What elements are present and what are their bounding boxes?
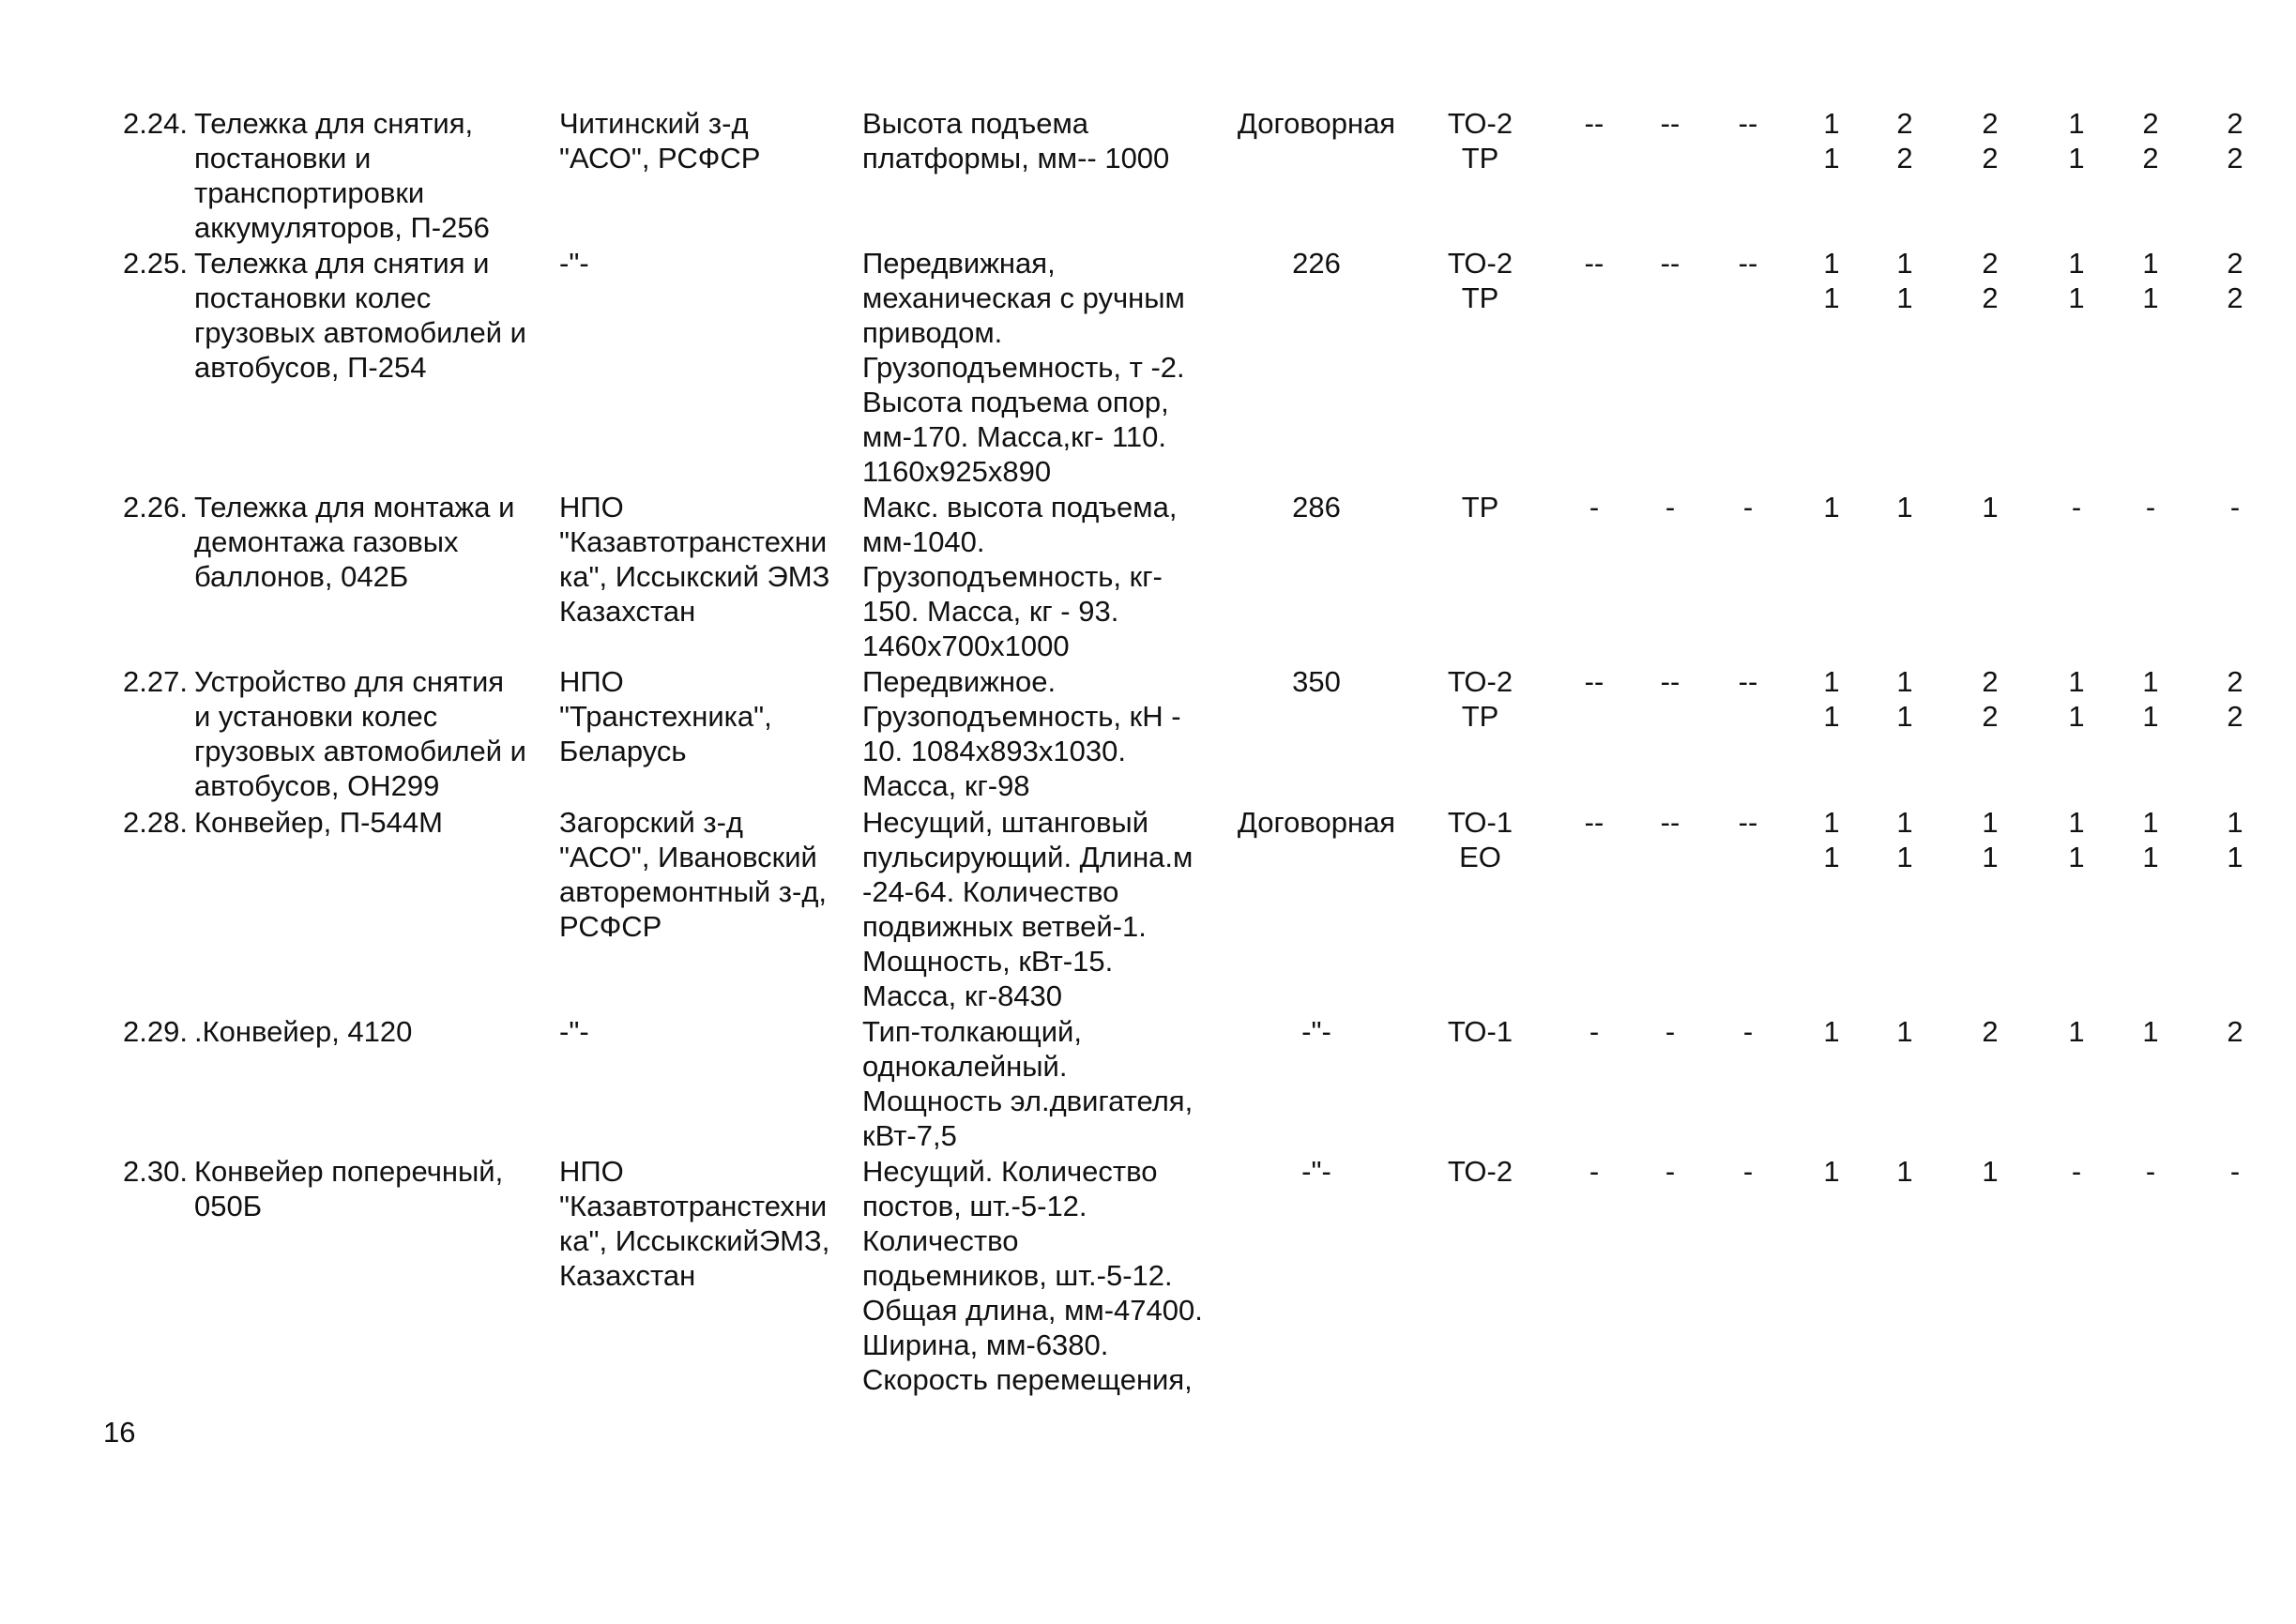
- price: 286: [1292, 491, 1341, 524]
- quantity-cell: --: [1738, 665, 1758, 698]
- quantity-cell: 1 1: [1896, 247, 1913, 314]
- quantity-cell: --: [1660, 107, 1680, 140]
- maintenance-type: ТО-2 ТР: [1447, 665, 1513, 733]
- quantity-cell: -: [1665, 491, 1676, 524]
- equipment-name: Тележка для монтажа и демонтажа газовых баллонов, 042Б: [194, 491, 515, 593]
- quantity-cell: -: [1589, 1015, 1600, 1048]
- row-number: 2.25.: [123, 247, 188, 280]
- quantity-cell: --: [1660, 247, 1680, 280]
- equipment-name: Конвейер поперечный, 050Б: [194, 1155, 504, 1222]
- specification: Передвижное. Грузоподъемность, кН - 10. 1084x893x1030. Масса, кг-98: [862, 665, 1181, 802]
- price: -"-: [1301, 1015, 1331, 1048]
- quantity-cell: 1: [1823, 491, 1840, 524]
- quantity-cell: 2 2: [1982, 107, 1999, 175]
- quantity-cell: 1 1: [2142, 806, 2159, 873]
- quantity-cell: --: [1738, 107, 1758, 140]
- quantity-cell: --: [1738, 247, 1758, 280]
- quantity-cell: 1 1: [1982, 806, 1999, 873]
- price: -"-: [1301, 1155, 1331, 1188]
- equipment-name: Устройство для снятия и установки колес грузовых автомобилей и автобусов, ОН299: [194, 665, 526, 802]
- row-number: 2.24.: [123, 107, 188, 140]
- quantity-cell: -: [2229, 1155, 2241, 1188]
- price: 226: [1292, 247, 1341, 280]
- quantity-cell: --: [1584, 247, 1604, 280]
- quantity-cell: 2 2: [1982, 665, 1999, 733]
- quantity-cell: 1 1: [2068, 806, 2085, 873]
- equipment-name: Тележка для снятия, постановки и транспортировки аккумуляторов, П-256: [194, 107, 490, 244]
- maintenance-type: ТР: [1461, 491, 1499, 524]
- manufacturer: НПО "Транстехника", Беларусь: [559, 665, 772, 767]
- equipment-name: .Конвейер, 4120: [194, 1015, 413, 1048]
- row-number: 2.30.: [123, 1155, 188, 1188]
- quantity-cell: --: [1584, 806, 1604, 839]
- row-number: 2.27.: [123, 665, 188, 698]
- manufacturer: НПО "Казавтотранстехни ка", Иссыкский ЭМЗ Казахстан: [559, 491, 830, 628]
- maintenance-type: ТО-2 ТР: [1447, 107, 1513, 175]
- maintenance-type: ТО-2 ТР: [1447, 247, 1513, 314]
- quantity-cell: --: [1738, 806, 1758, 839]
- quantity-cell: 2 2: [2227, 247, 2243, 314]
- quantity-cell: 1: [1896, 1015, 1913, 1048]
- quantity-cell: 1: [1823, 1155, 1840, 1188]
- quantity-cell: 1: [1823, 1015, 1840, 1048]
- equipment-name: Тележка для снятия и постановки колес грузовых автомобилей и автобусов, П-254: [194, 247, 526, 384]
- quantity-cell: 1 1: [2068, 247, 2085, 314]
- manufacturer: -"-: [559, 247, 589, 280]
- manufacturer: НПО "Казавтотранстехни ка", ИссыкскийЭМЗ, Казахстан: [559, 1155, 830, 1292]
- quantity-cell: 1 1: [1823, 107, 1840, 175]
- quantity-cell: --: [1660, 806, 1680, 839]
- specification: Макс. высота подъема, мм-1040. Грузоподъемность, кг- 150. Масса, кг - 93. 1460x700x1000: [862, 491, 1178, 662]
- quantity-cell: 1 1: [2068, 665, 2085, 733]
- quantity-cell: 1 1: [1896, 806, 1913, 873]
- quantity-cell: 1: [1982, 1155, 1999, 1188]
- specification: Передвижная, механическая с ручным приводом. Грузоподъемность, т -2. Высота подъема опор, мм-170. Масса,кг- 110. 1160x925x890: [862, 247, 1185, 488]
- manufacturer: Загорский з-д "АСО", Ивановский авторемонтный з-д, РСФСР: [559, 806, 828, 943]
- manufacturer: -"-: [559, 1015, 589, 1048]
- quantity-cell: -: [2145, 491, 2156, 524]
- quantity-cell: --: [1584, 665, 1604, 698]
- quantity-cell: -: [1589, 491, 1600, 524]
- maintenance-type: ТО-1: [1447, 1015, 1513, 1048]
- quantity-cell: 2 2: [2227, 107, 2243, 175]
- specification: Тип-толкающий, однокалейный. Мощность эл.двигателя, кВт-7,5: [862, 1015, 1194, 1152]
- quantity-cell: -: [2071, 491, 2082, 524]
- quantity-cell: 1 1: [2142, 665, 2159, 733]
- maintenance-type: ТО-1 ЕО: [1447, 806, 1513, 873]
- row-number: 2.28.: [123, 806, 188, 839]
- quantity-cell: 2 2: [1982, 247, 1999, 314]
- quantity-cell: -: [2145, 1155, 2156, 1188]
- maintenance-type: ТО-2: [1447, 1155, 1513, 1188]
- quantity-cell: 2 2: [1896, 107, 1913, 175]
- quantity-cell: 1: [1896, 1155, 1913, 1188]
- price: Договорная: [1237, 806, 1396, 839]
- manufacturer: Читинский з-д "АСО", РСФСР: [559, 107, 761, 175]
- quantity-cell: 2 2: [2227, 665, 2243, 733]
- quantity-cell: -: [1665, 1015, 1676, 1048]
- quantity-cell: --: [1660, 665, 1680, 698]
- quantity-cell: 1: [2068, 1015, 2085, 1048]
- quantity-cell: 1 1: [1896, 665, 1913, 733]
- row-number: 2.29.: [123, 1015, 188, 1048]
- page-number: 16: [103, 1416, 136, 1449]
- quantity-cell: 1: [1982, 491, 1999, 524]
- quantity-cell: -: [1742, 491, 1754, 524]
- specification: Несущий. Количество постов, шт.-5-12. Количество подьемников, шт.-5-12. Общая длина, мм-47400. Ширина, мм-6380. Скорость перемещения,: [862, 1155, 1203, 1396]
- quantity-cell: 1 1: [1823, 665, 1840, 733]
- quantity-cell: -: [2071, 1155, 2082, 1188]
- price: Договорная: [1237, 107, 1396, 140]
- quantity-cell: 1: [1896, 491, 1913, 524]
- quantity-cell: -: [1665, 1155, 1676, 1188]
- quantity-cell: 1 1: [1823, 247, 1840, 314]
- row-number: 2.26.: [123, 491, 188, 524]
- quantity-cell: -: [1742, 1155, 1754, 1188]
- quantity-cell: 1 1: [2142, 247, 2159, 314]
- specification: Высота подъема платформы, мм-- 1000: [862, 107, 1170, 175]
- quantity-cell: 1 1: [2068, 107, 2085, 175]
- equipment-name: Конвейер, П-544М: [194, 806, 443, 839]
- quantity-cell: 2: [2227, 1015, 2243, 1048]
- price: 350: [1292, 665, 1341, 698]
- quantity-cell: -: [2229, 491, 2241, 524]
- quantity-cell: -: [1589, 1155, 1600, 1188]
- quantity-cell: 2: [1982, 1015, 1999, 1048]
- quantity-cell: -: [1742, 1015, 1754, 1048]
- quantity-cell: --: [1584, 107, 1604, 140]
- quantity-cell: 2 2: [2142, 107, 2159, 175]
- quantity-cell: 1: [2142, 1015, 2159, 1048]
- quantity-cell: 1 1: [1823, 806, 1840, 873]
- specification: Несущий, штанговый пульсирующий. Длина.м -24-64. Количество подвижных ветвей-1. Мощность, кВт-15. Масса, кг-8430: [862, 806, 1194, 1012]
- quantity-cell: 1 1: [2227, 806, 2243, 873]
